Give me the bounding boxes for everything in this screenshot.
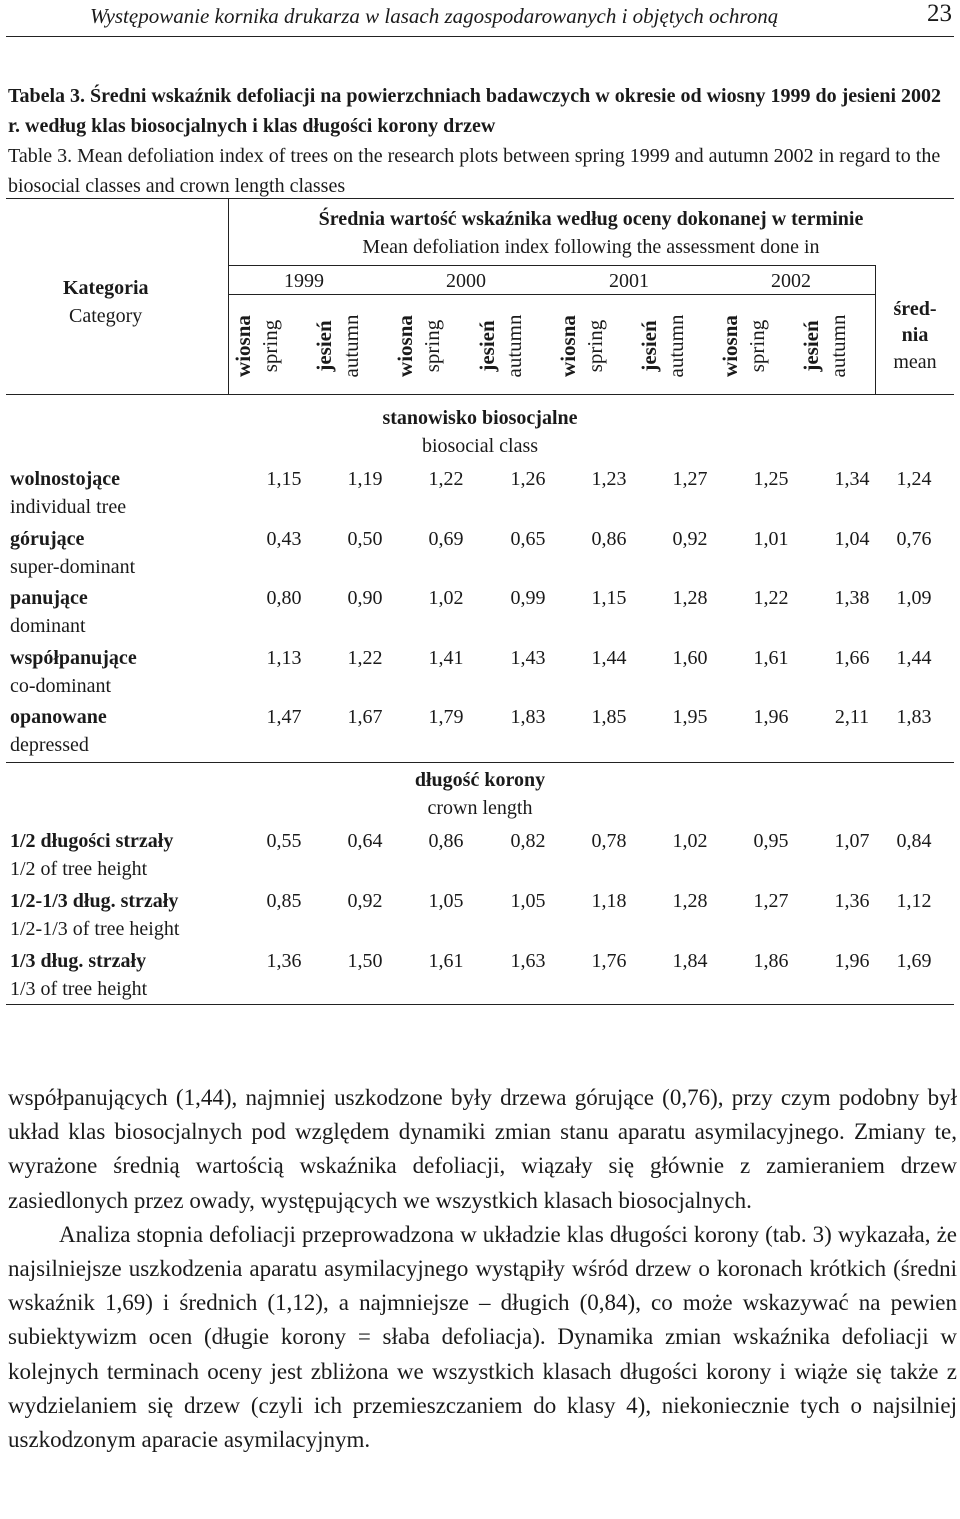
value-cell: 0,86 <box>428 830 464 852</box>
section-divider-rule <box>6 762 954 763</box>
row-label <box>10 887 179 943</box>
value-cell: 1,44 <box>591 646 627 669</box>
value-cell: 1,79 <box>428 706 464 729</box>
mean-header-pl-1: śred- <box>893 298 937 320</box>
row-label-pl: panujące <box>10 587 88 610</box>
row-label <box>10 644 137 700</box>
mean-value-cell: 1,12 <box>896 890 932 912</box>
mean-header-pl-2: nia <box>901 324 929 346</box>
value-cell: 1,76 <box>591 950 627 972</box>
season-pl: wiosna <box>556 315 580 377</box>
span-header-en: Mean defoliation index following the assessment done in <box>362 236 820 258</box>
section-title-en: biosocial class <box>421 435 539 457</box>
value-cell: 0,80 <box>266 587 302 610</box>
row-label <box>10 584 88 640</box>
value-cell: 1,66 <box>834 646 870 669</box>
value-cell: 1,43 <box>510 646 546 669</box>
season-en: autumn <box>664 314 688 378</box>
row-label <box>10 525 135 581</box>
value-cell: 1,47 <box>266 706 302 729</box>
mean-value-cell: 0,84 <box>896 830 932 852</box>
row-label-pl: 1/2-1/3 dług. strzały <box>10 890 179 912</box>
value-cell: 1,67 <box>347 706 383 729</box>
value-cell: 1,22 <box>347 646 383 669</box>
year-2000: 2000 <box>446 270 486 292</box>
value-cell: 1,02 <box>672 830 708 852</box>
row-label-pl: wolnostojące <box>10 468 120 490</box>
value-cell: 1,96 <box>834 950 870 972</box>
row-label-en: 1/3 of tree height <box>10 978 148 1000</box>
page-number: 23 <box>927 0 952 27</box>
row-label-pl: 1/2 długości strzały <box>10 830 174 852</box>
season-header-6 <box>636 300 690 392</box>
defoliation-table <box>6 198 954 1006</box>
value-cell: 1,15 <box>266 468 302 490</box>
value-cell: 1,15 <box>591 587 627 610</box>
value-cell: 2,11 <box>834 706 870 729</box>
value-cell: 1,85 <box>591 706 627 729</box>
value-cell: 1,28 <box>672 587 708 610</box>
value-cell: 1,38 <box>834 587 870 610</box>
category-label-en: Category <box>69 305 143 327</box>
value-cell: 1,05 <box>428 890 464 912</box>
value-cell: 1,04 <box>834 527 870 550</box>
value-cell: 1,27 <box>753 890 789 912</box>
value-cell: 1,34 <box>834 468 870 490</box>
season-en: autumn <box>502 314 526 378</box>
row-label <box>10 947 147 1003</box>
value-cell: 1,61 <box>428 950 464 972</box>
row-label-en: individual tree <box>10 496 127 518</box>
value-cell: 0,43 <box>266 527 302 550</box>
mean-value-cell: 1,09 <box>896 587 932 610</box>
value-cell: 1,63 <box>510 950 546 972</box>
mean-value-cell: 1,83 <box>896 706 932 729</box>
season-pl: jesień <box>312 320 336 372</box>
value-cell: 0,55 <box>266 830 302 852</box>
row-label-pl: opanowane <box>10 706 107 729</box>
value-cell: 1,02 <box>428 587 464 610</box>
value-cell: 1,27 <box>672 468 708 490</box>
season-header-4 <box>474 300 528 392</box>
season-en: spring <box>420 319 444 373</box>
table-caption-en: Table 3. Mean defoliation index of trees on the research plots between spring 1999 and autumn 2002 in regard to the biosocial classes and crown length classes <box>8 145 941 197</box>
mean-value-cell: 0,76 <box>896 527 932 550</box>
value-cell: 1,13 <box>266 646 302 669</box>
value-cell: 1,50 <box>347 950 383 972</box>
header-bottom-rule <box>6 394 954 395</box>
value-cell: 0,85 <box>266 890 302 912</box>
year-2001: 2001 <box>609 270 649 292</box>
season-header-7 <box>717 300 771 392</box>
category-label-pl: Kategoria <box>63 277 149 299</box>
row-label <box>10 465 126 521</box>
value-cell: 0,64 <box>347 830 383 852</box>
running-title: Występowanie kornika drukarza w lasach zagospodarowanych i objętych ochroną <box>90 4 779 28</box>
value-cell: 0,92 <box>672 527 708 550</box>
value-cell: 0,65 <box>510 527 546 550</box>
section-title-pl: długość korony <box>414 769 546 791</box>
row-label-en: co-dominant <box>10 674 112 697</box>
value-cell: 1,36 <box>266 950 302 972</box>
paragraph: Analiza stopnia defoliacji przeprowadzona w układzie klas długości korony (tab. 3) wykazała, że najsilniejsze uszkodzenia aparatu asymilacyjnego wystąpiły wśród drzew o koronach krótkich (średni wskaźnik 1,69) i średnich (1,12), a najmniejsze – długich (0,84), co może wskazywać na pewien subiektywizm ocen (długie korony = słaba defoliacja). Dynamika zmian wskaźnika defoliacji w kolejnych terminach oceny jest zbliżona we wszystkich klasach długości korony i wiąże się także z wydzielaniem się drzew (czyli ich przemieszczaniem do klasy 4), niekoniecznie tych o najsilniej uszkodzonym aparacie asymilacyjnym. <box>8 1221 957 1453</box>
row-label-pl: górujące <box>10 527 85 550</box>
season-header-5 <box>555 300 609 392</box>
row-label <box>10 703 107 759</box>
value-cell: 1,96 <box>753 706 789 729</box>
season-pl: wiosna <box>718 315 742 377</box>
value-cell: 1,95 <box>672 706 708 729</box>
value-cell: 1,86 <box>753 950 789 972</box>
row-label <box>10 827 173 883</box>
season-header-8 <box>798 300 852 392</box>
section-title-en: crown length <box>427 797 533 819</box>
value-cell: 1,23 <box>591 468 627 490</box>
table-bottom-rule <box>6 1004 954 1005</box>
value-cell: 0,92 <box>347 890 383 912</box>
value-cell: 1,18 <box>591 890 627 912</box>
body-text <box>8 1081 957 1457</box>
value-cell: 0,69 <box>428 527 464 550</box>
row-label-en: super-dominant <box>10 555 136 578</box>
season-header-1 <box>230 300 284 392</box>
running-header <box>6 0 954 37</box>
value-cell: 1,84 <box>672 950 708 972</box>
season-en: spring <box>583 319 607 373</box>
value-cell: 1,60 <box>672 646 708 669</box>
season-pl: wiosna <box>393 315 417 377</box>
value-cell: 1,05 <box>510 890 546 912</box>
season-en: autumn <box>826 314 850 378</box>
row-label-en: 1/2 of tree height <box>10 858 148 880</box>
section-title-pl: stanowisko biosocjalne <box>382 407 578 429</box>
mean-header-en: mean <box>893 351 937 373</box>
value-cell: 1,22 <box>428 468 464 490</box>
value-cell: 0,86 <box>591 527 627 550</box>
season-en: spring <box>745 319 769 373</box>
value-cell: 1,01 <box>753 527 789 550</box>
mean-value-cell: 1,69 <box>896 950 932 972</box>
value-cell: 0,78 <box>591 830 627 852</box>
value-cell: 1,83 <box>510 706 546 729</box>
value-cell: 0,90 <box>347 587 383 610</box>
span-header-rule <box>228 265 876 266</box>
paragraph: współpanujących (1,44), najmniej uszkodzone były drzewa górujące (0,76), przy czym podobny był układ klas biosocjalnych pod względem dynamiki zmian stanu aparatu asymilacyjnego. Zmiany te, wyrażone średnią wartością wskaźnika defoliacji, wiązały się głównie z zamieraniem drzew zasiedlonych przez owady, występujących we wszystkich klasach biosocjalnych. <box>8 1085 957 1213</box>
year-2002: 2002 <box>771 270 811 292</box>
row-label-pl: współpanujące <box>10 646 137 669</box>
season-pl: jesień <box>637 320 661 372</box>
mean-value-cell: 1,24 <box>896 468 932 490</box>
season-pl: wiosna <box>231 315 255 377</box>
season-pl: jesień <box>475 320 499 372</box>
row-label-en: 1/2-1/3 of tree height <box>10 918 180 940</box>
mean-value-cell: 1,44 <box>896 646 932 669</box>
value-cell: 1,36 <box>834 890 870 912</box>
value-cell: 1,41 <box>428 646 464 669</box>
row-label-en: dominant <box>10 615 86 638</box>
season-en: spring <box>258 319 282 373</box>
table-top-rule <box>6 198 954 199</box>
value-cell: 1,07 <box>834 830 870 852</box>
value-cell: 1,26 <box>510 468 546 490</box>
row-label-pl: 1/3 dług. strzały <box>10 950 147 972</box>
season-header-2 <box>311 300 365 392</box>
value-cell: 0,95 <box>753 830 789 852</box>
span-header-pl: Średnia wartość wskaźnika według oceny dokonanej w terminie <box>318 208 864 230</box>
value-cell: 0,82 <box>510 830 546 852</box>
year-1999: 1999 <box>284 270 324 292</box>
value-cell: 0,50 <box>347 527 383 550</box>
value-cell: 1,19 <box>347 468 383 490</box>
table-caption-pl: Tabela 3. Średni wskaźnik defoliacji na powierzchniach badawczych w okresie od wiosny 1999 do jesieni 2002 r. według klas biosocjalnych i klas długości korony drzew <box>8 85 942 137</box>
season-pl: jesień <box>799 320 823 372</box>
value-cell: 0,99 <box>510 587 546 610</box>
season-en: autumn <box>339 314 363 378</box>
value-cell: 1,28 <box>672 890 708 912</box>
value-cell: 1,22 <box>753 587 789 610</box>
value-cell: 1,61 <box>753 646 789 669</box>
value-cell: 1,25 <box>753 468 789 490</box>
row-label-en: depressed <box>10 734 89 757</box>
season-header-3 <box>392 300 446 392</box>
